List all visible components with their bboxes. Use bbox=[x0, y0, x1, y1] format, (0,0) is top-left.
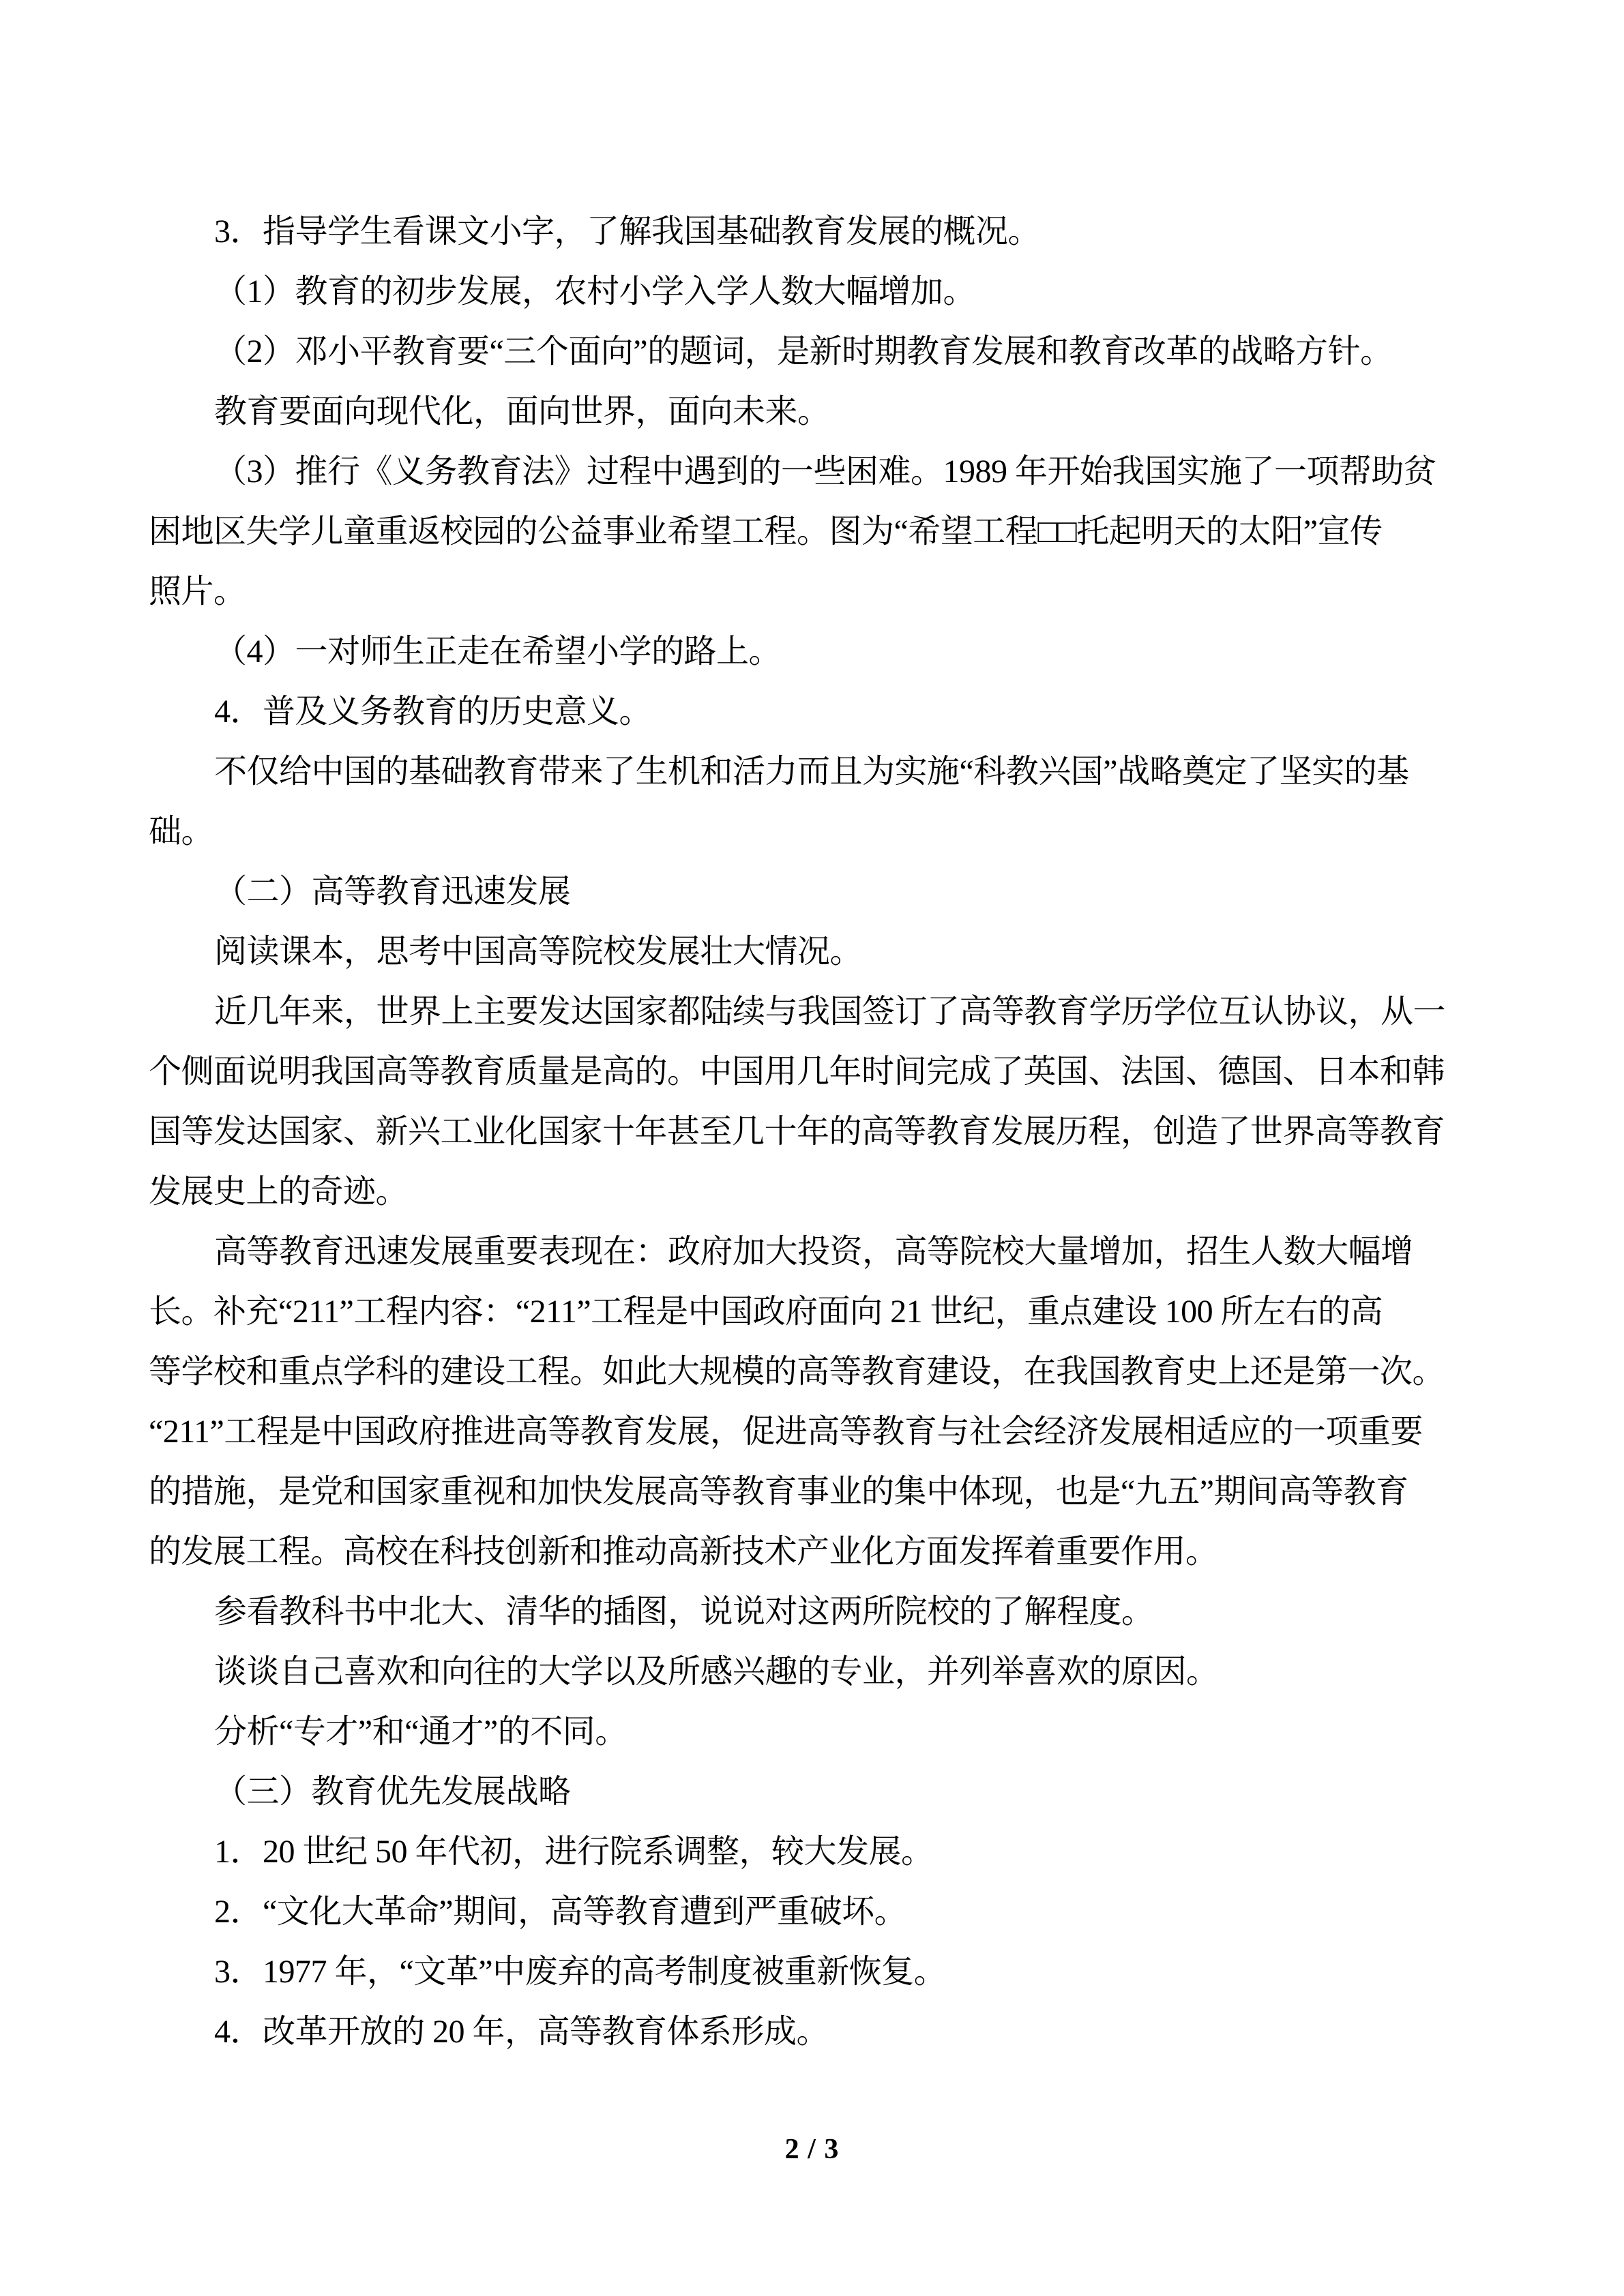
text-line: 分析“专才”和“通才”的不同。 bbox=[214, 1714, 628, 1750]
text-line: 国等发达国家、新兴工业化国家十年甚至几十年的高等教育发展历程，创造了世界高等教育 bbox=[149, 1114, 1445, 1150]
text-line: 4．改革开放的 20 年，高等教育体系形成。 bbox=[214, 2014, 829, 2050]
text-line: 参看教科书中北大、清华的插图，说说对这两所院校的了解程度。 bbox=[214, 1594, 1154, 1630]
text-line: （1）教育的初步发展，农村小学入学人数大幅增加。 bbox=[214, 273, 976, 310]
text-line: 1．20 世纪 50 年代初，进行院系调整，较大发展。 bbox=[214, 1834, 934, 1870]
text-line: “211”工程是中国政府推进高等教育发展，促进高等教育与社会经济发展相适应的一项重要 bbox=[149, 1414, 1423, 1450]
text-line: 的发展工程。高校在科技创新和推动高新技术产业化方面发挥着重要作用。 bbox=[149, 1534, 1218, 1570]
text-line: （三）教育优先发展战略 bbox=[214, 1774, 571, 1810]
text-line: 3．1977 年，“文革”中废弃的高考制度被重新恢复。 bbox=[214, 1954, 947, 1990]
text-line: 发展史上的奇迹。 bbox=[149, 1174, 409, 1210]
text-line: （二）高等教育迅速发展 bbox=[214, 874, 571, 910]
text-line: 近几年来，世界上主要发达国家都陆续与我国签订了高等教育学历学位互认协议，从一 bbox=[214, 994, 1446, 1030]
text-line: 础。 bbox=[149, 814, 214, 850]
text-line: （2）邓小平教育要“三个面向”的题词，是新时期教育发展和教育改革的战略方针。 bbox=[214, 333, 1393, 370]
text-line: 照片。 bbox=[149, 573, 246, 610]
text-line: 长。补充“211”工程内容：“211”工程是中国政府面向 21 世纪，重点建设 100 所左右的高 bbox=[149, 1294, 1383, 1330]
text-line: 教育要面向现代化，面向世界，面向未来。 bbox=[214, 393, 830, 430]
text-line: 不仅给中国的基础教育带来了生机和活力而且为实施“科教兴国”战略奠定了坚实的基 bbox=[214, 754, 1409, 790]
text-line: 困地区失学儿童重返校园的公益事业希望工程。图为“希望工程□□托起明天的太阳”宣传 bbox=[149, 513, 1383, 550]
text-line: 2．“文化大革命”期间，高等教育遭到严重破坏。 bbox=[214, 1894, 907, 1930]
text-line: 等学校和重点学科的建设工程。如此大规模的高等教育建设，在我国教育史上还是第一次。 bbox=[149, 1354, 1445, 1390]
page-number: 2 / 3 bbox=[784, 2134, 840, 2165]
text-line: 高等教育迅速发展重要表现在：政府加大投资，高等院校大量增加，招生人数大幅增 bbox=[214, 1234, 1413, 1270]
text-line: 的措施，是党和国家重视和加快发展高等教育事业的集中体现，也是“九五”期间高等教育 bbox=[149, 1474, 1408, 1510]
text-line: 个侧面说明我国高等教育质量是高的。中国用几年时间完成了英国、法国、德国、日本和韩 bbox=[149, 1054, 1445, 1090]
text-line: 阅读课本，思考中国高等院校发展壮大情况。 bbox=[214, 934, 863, 970]
text-line: （4）一对师生正走在希望小学的路上。 bbox=[214, 633, 782, 670]
text-line: 4．普及义务教育的历史意义。 bbox=[214, 694, 652, 730]
text-line: 谈谈自己喜欢和向往的大学以及所感兴趣的专业，并列举喜欢的原因。 bbox=[214, 1654, 1219, 1690]
text-line: 3．指导学生看课文小字，了解我国基础教育发展的概况。 bbox=[214, 213, 1041, 250]
document-body bbox=[149, 202, 1448, 2062]
text-line: （3）推行《义务教育法》过程中遇到的一些困难。1989 年开始我国实施了一项帮助贫 bbox=[214, 453, 1436, 490]
